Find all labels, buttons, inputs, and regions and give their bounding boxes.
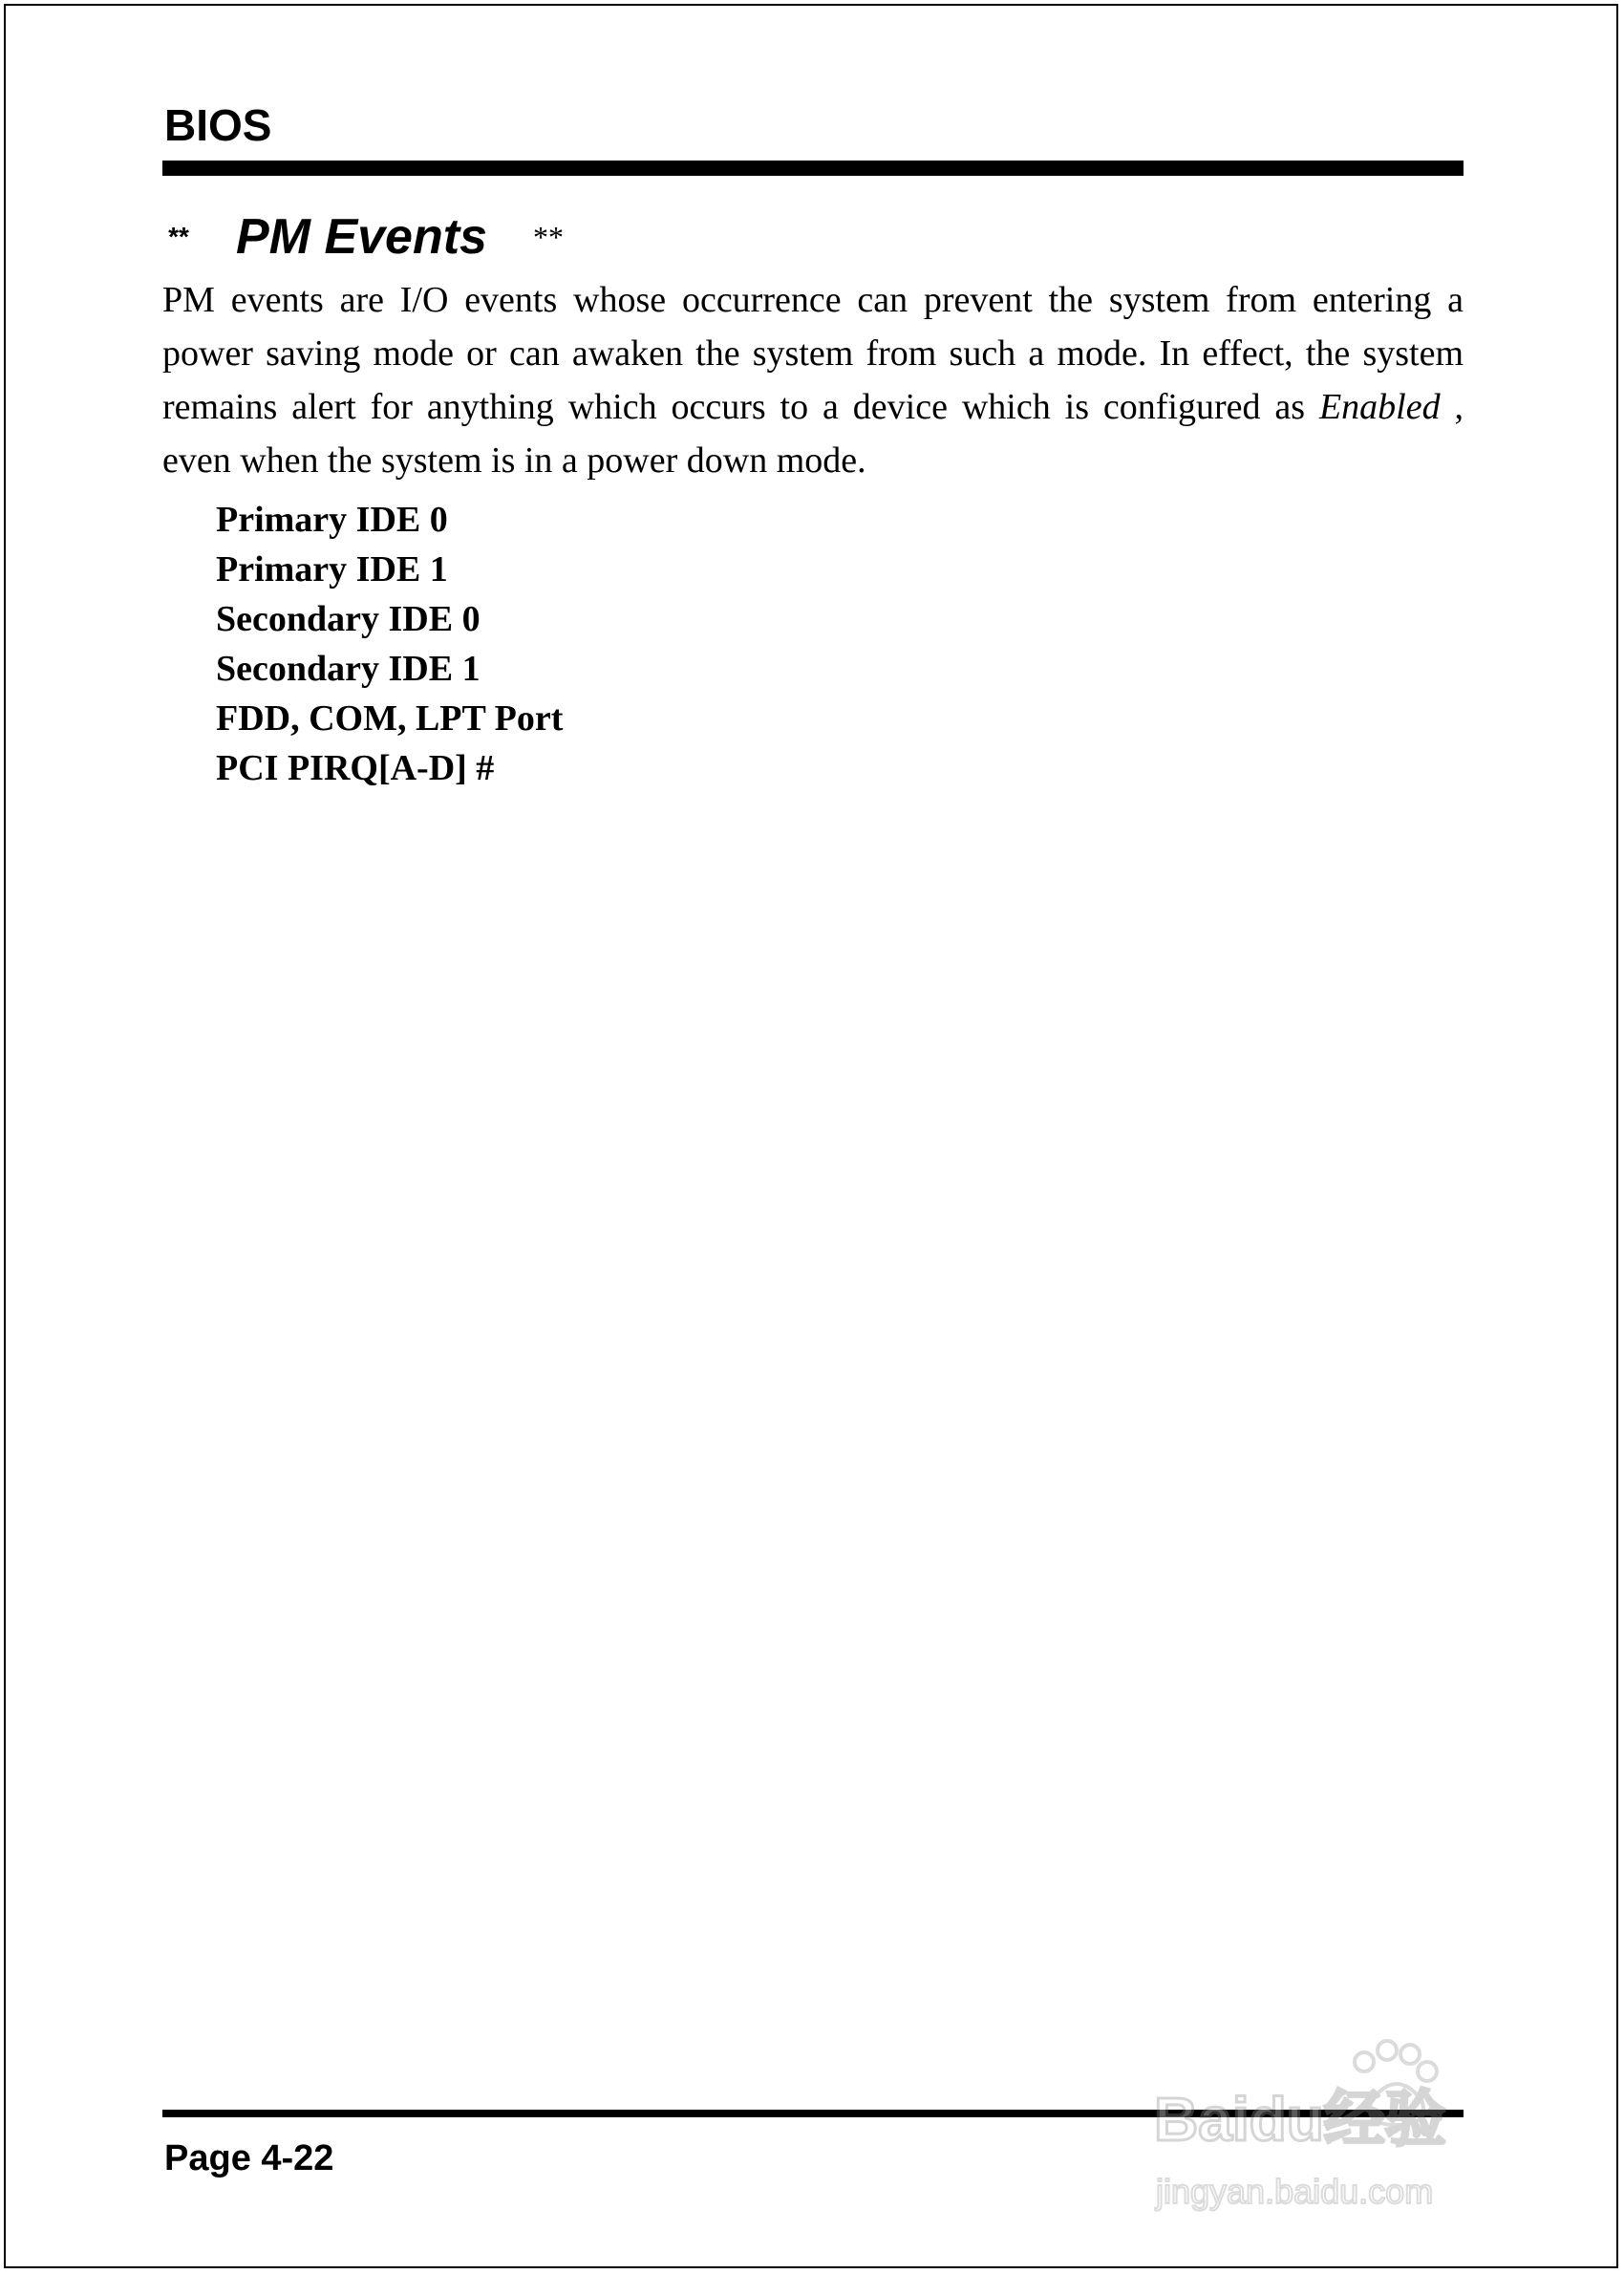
heading-stars-left: **	[167, 222, 188, 251]
paragraph-text-start: PM events are I/O events whose occurrence can prevent the system from entering a power saving mode or can awaken the system from such a mode. In effect, the system remains alert for anything which occurs to a device which is configured as	[162, 280, 1464, 427]
list-item: FDD, COM, LPT Port	[216, 698, 564, 739]
baidu-watermark-logo	[1146, 2026, 1548, 2226]
watermark-brand: Baidu经验	[1154, 2085, 1446, 2154]
paragraph-text-end: , even when the system is in a power down mode.	[162, 387, 1464, 481]
description-paragraph	[162, 273, 1464, 487]
list-item: Secondary IDE 0	[216, 599, 481, 639]
paragraph-emphasis-enabled: Enabled	[1318, 387, 1441, 427]
header-title: BIOS	[164, 100, 272, 150]
header-rule	[162, 161, 1464, 176]
section-heading	[167, 208, 564, 266]
list-item: Secondary IDE 1	[216, 649, 481, 689]
watermark-url: jingyan.baidu.com	[1156, 2172, 1434, 2211]
section-title: PM Events	[236, 209, 487, 265]
list-item: Primary IDE 1	[216, 549, 448, 590]
pm-event-list	[216, 495, 563, 793]
list-item: PCI PIRQ[A-D] #	[216, 748, 495, 788]
page-number: Page 4-22	[164, 2138, 334, 2178]
heading-stars-right: **	[532, 219, 564, 254]
list-item: Primary IDE 0	[216, 500, 448, 540]
